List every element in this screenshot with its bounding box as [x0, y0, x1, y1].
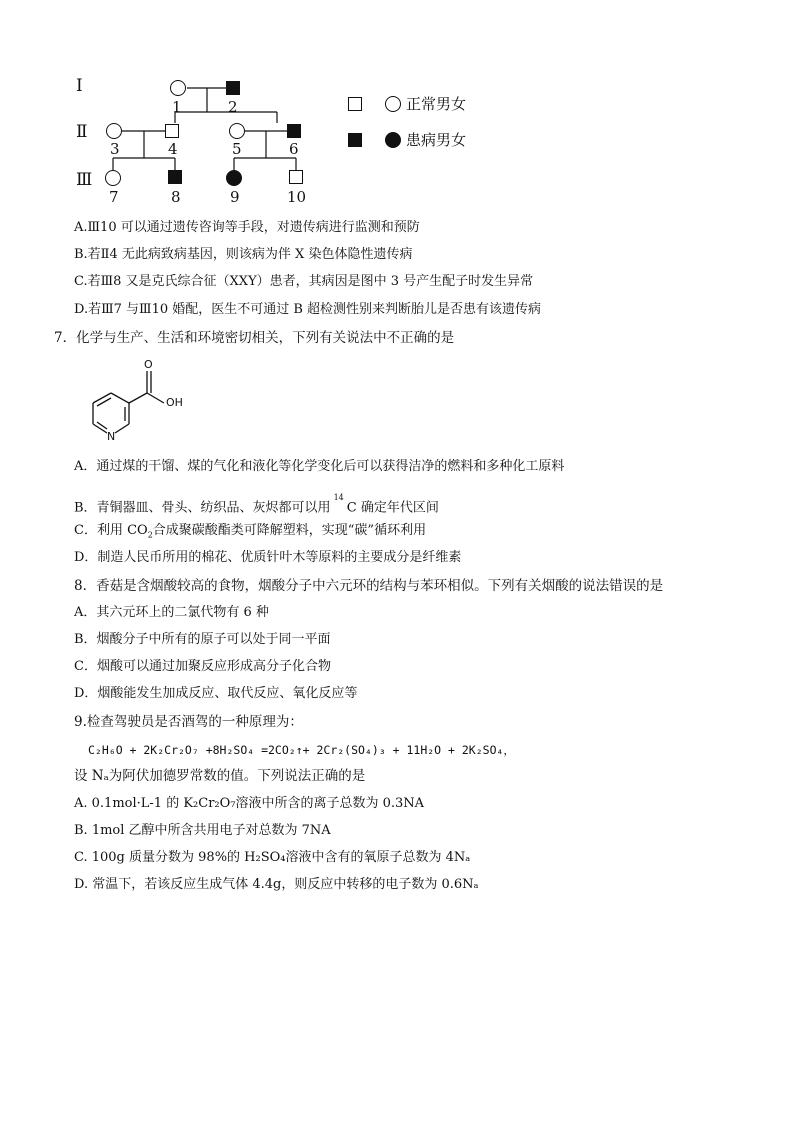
q9-option-c: C. 100g 质量分数为 98%的 H₂SO₄溶液中含有的氧原子总数为 4Nₐ [74, 850, 471, 865]
pedigree-chart [60, 70, 320, 210]
individual-2-affected-male [226, 81, 240, 95]
q6-option-b: B.若Ⅱ4 无此病致病基因，则该病为伴 X 染色体隐性遗传病 [74, 247, 413, 262]
individual-number-9: 9 [230, 188, 240, 206]
q8-option-c: C．烟酸可以通过加聚反应形成高分子化合物 [74, 659, 331, 674]
generation-label-1: Ⅰ [76, 76, 83, 96]
q9-stem: 9.检查驾驶员是否酒驾的一种原理为： [74, 714, 303, 730]
molecule-label-o: O [144, 358, 153, 371]
individual-4-normal-male [165, 124, 179, 138]
q9-option-d: D. 常温下，若该反应生成气体 4.4g，则反应中转移的电子数为 0.6Nₐ [74, 877, 479, 892]
individual-number-4: 4 [168, 140, 178, 158]
individual-7-normal-female [105, 170, 121, 186]
legend-affected-label: 患病男女 [406, 131, 467, 149]
q7-option-c [74, 522, 426, 545]
individual-number-2: 2 [228, 98, 238, 116]
q7-option-c-text: C．利用 CO [74, 523, 148, 538]
legend-affected-male-icon [348, 133, 362, 147]
pedigree-legend [348, 94, 508, 154]
individual-number-3: 3 [110, 140, 120, 158]
q9-na-line: 设 Nₐ为阿伏加德罗常数的值。下列说法正确的是 [74, 768, 366, 784]
nicotinic-acid-structure [80, 358, 200, 448]
legend-normal-female-icon [385, 96, 401, 112]
q7-option-b [74, 495, 439, 517]
q6-option-d: D.若Ⅲ7 与Ⅲ10 婚配，医生不可通过 B 超检测性别来判断胎儿是否患有该遗传病 [74, 302, 542, 317]
q9-option-a: A. 0.1mol·L-1 的 K₂Cr₂O₇溶液中所含的离子总数为 0.3NA [74, 796, 425, 811]
q8-option-b: B．烟酸分子中所有的原子可以处于同一平面 [74, 632, 331, 647]
q9-option-b: B. 1mol 乙醇中所含共用电子对总数为 7NA [74, 823, 331, 838]
q7-option-a: A．通过煤的干馏、煤的气化和液化等化学变化后可以获得洁净的燃料和多种化工原料 [74, 459, 565, 474]
individual-number-8: 8 [171, 188, 181, 206]
q8-option-d: D．烟酸能发生加成反应、取代反应、氧化反应等 [74, 686, 358, 701]
individual-10-normal-male [289, 170, 303, 184]
q6-option-a: A.Ⅲ10 可以通过遗传咨询等手段，对遗传病进行监测和预防 [74, 220, 420, 235]
individual-number-7: 7 [109, 188, 119, 206]
q7-option-c-text-end: 合成聚碳酸酯类可降解塑料，实现“碳”循环利用 [152, 523, 427, 538]
legend-affected-female-icon [385, 132, 401, 148]
individual-8-affected-male [168, 170, 182, 184]
individual-number-1: 1 [172, 98, 182, 116]
individual-9-affected-female [226, 170, 242, 186]
pedigree-lines [60, 70, 320, 210]
individual-number-6: 6 [289, 140, 299, 158]
molecule-label-n: N [107, 430, 116, 443]
q7-option-c-subscript: 2 [147, 530, 153, 540]
legend-normal-label: 正常男女 [406, 95, 467, 113]
q7-option-b-text-end: C 确定年代区间 [346, 500, 439, 516]
q8-option-a: A．其六元环上的二氯代物有 6 种 [74, 605, 269, 620]
molecule-label-oh: OH [166, 396, 183, 409]
individual-5-normal-female [229, 123, 245, 139]
q7-stem: 7．化学与生产、生活和环境密切相关，下列有关说法中不正确的是 [54, 330, 455, 346]
individual-1-normal-female [170, 80, 186, 96]
individual-number-5: 5 [232, 140, 242, 158]
q8-stem: 8．香菇是含烟酸较高的食物，烟酸分子中六元环的结构与苯环相似。下列有关烟酸的说法错误的是 [74, 578, 664, 594]
q7-option-b-text: B．青铜器皿、骨头、纺织品、灰烬都可以用 [74, 500, 331, 516]
individual-number-10: 10 [287, 188, 307, 206]
individual-3-normal-female [106, 123, 122, 139]
q6-option-c: C.若Ⅲ8 又是克氏综合征（XXY）患者，其病因是图中 3 号产生配子时发生异常 [74, 274, 534, 289]
generation-label-2: Ⅱ [76, 122, 88, 142]
q9-equation: C₂H₆O + 2K₂Cr₂O₇ +8H₂SO₄ =2CO₂↑+ 2Cr₂(SO₄)₃ + 11H₂O + 2K₂SO₄， [88, 743, 515, 757]
q7-option-d: D．制造人民币所用的棉花、优质针叶木等原料的主要成分是纤维素 [74, 550, 462, 565]
individual-6-affected-male [287, 124, 301, 138]
legend-normal-male-icon [348, 97, 362, 111]
generation-label-3: Ⅲ [76, 170, 93, 190]
q7-option-b-superscript: 14 [333, 493, 344, 502]
